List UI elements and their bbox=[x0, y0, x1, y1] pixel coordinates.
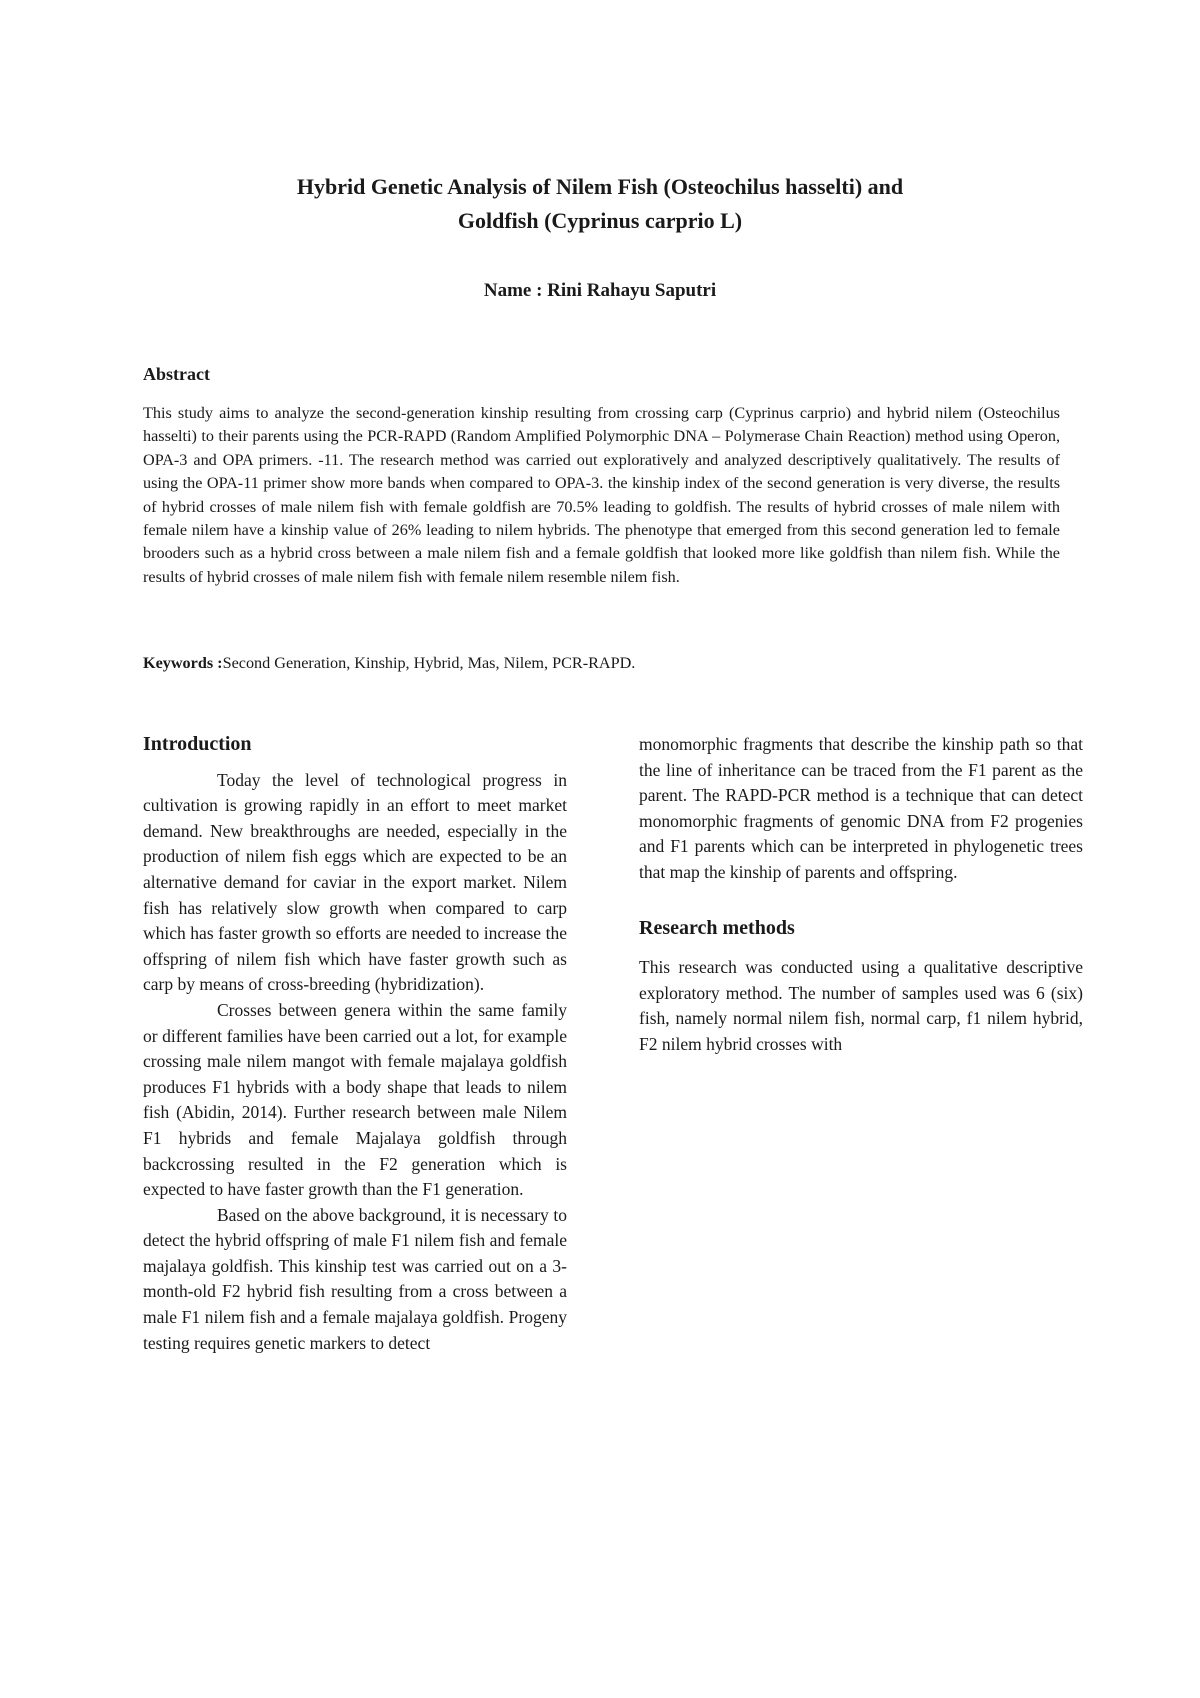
introduction-paragraph-continued: monomorphic fragments that describe the kinship path so that the line of inheritance can be traced from the F1 parent as the parent. The RAPD-PCR method is a technique that can detect monomorphic fragments of genomic DNA from F2 progenies and F1 parents which can be interpreted in phylogenetic trees that map the kinship of parents and offspring. bbox=[639, 734, 1083, 882]
introduction-paragraph: Today the level of technological progress in cultivation is growing rapidly in an effort to meet market demand. New breakthroughs are needed, especially in the production of nilem fish eggs which are expected to be an alternative demand for caviar in the export market. Nilem fish has relatively slow growth when compared to carp which has faster growth so efforts are needed to increase the offspring of nilem fish which have faster growth such as carp by means of cross-breeding (hybridization). bbox=[143, 769, 567, 995]
abstract-heading: Abstract bbox=[143, 364, 210, 384]
keywords bbox=[143, 654, 1060, 673]
introduction-paragraph: Based on the above background, it is necessary to detect the hybrid offspring of male F1 nilem fish and female majalaya goldfish. This kinship test was carried out on a 3-month-old F2 hybrid fish resulting from a cross between a male F1 nilem fish and a female majalaya goldfish. Progeny testing requires genetic markers to detect bbox=[143, 1204, 567, 1353]
research-methods-heading: Research methods bbox=[639, 916, 795, 939]
title-line-1: Hybrid Genetic Analysis of Nilem Fish (Osteochilus hasselti) and bbox=[296, 174, 904, 199]
paper-title bbox=[100, 170, 1100, 238]
research-methods-paragraph: This research was conducted using a qualitative descriptive exploratory method. The number of samples used was 6 (six) fish, namely normal nilem fish, normal carp, f1 nilem hybrid, F2 nilem hybrid crosses with bbox=[639, 957, 1083, 1054]
right-column bbox=[639, 732, 1083, 1058]
introduction-paragraph: Crosses between genera within the same family or different families have been carried out a lot, for example crossing male nilem mangot with female majalaya goldfish produces F1 hybrids with a body shape that leads to nilem fish (Abidin, 2014). Further research between male Nilem F1 hybrids and female Majalaya goldfish through backcrossing resulted in the F2 generation which is expected to have faster growth than the F1 generation. bbox=[143, 999, 567, 1200]
abstract-text: This study aims to analyze the second-generation kinship resulting from crossing carp (Cyprinus carprio) and hybrid nilem (Osteochilus hasselti) to their parents using the PCR-RAPD (Random Amplified Polymorphic DNA – Polymerase Chain Reaction) method using Operon, OPA-3 and OPA primers. -11. The research method was carried out exploratively and analyzed descriptively qualitatively. The results of using the OPA-11 primer show more bands when compared to OPA-3. the kinship index of the second generation is very diverse, the results of hybrid crosses of male nilem fish with female goldfish are 70.5% leading to goldfish. The results of hybrid crosses of male nilem with female nilem have a kinship value of 26% leading to nilem hybrids. The phenotype that emerged from this second generation led to female brooders such as a hybrid cross between a male nilem fish and a female goldfish that looked more like goldfish than nilem fish. While the results of hybrid crosses of male nilem fish with female nilem resemble nilem fish. bbox=[143, 404, 1060, 586]
author-name: Name : Rini Rahayu Saputri bbox=[483, 280, 717, 301]
introduction-heading: Introduction bbox=[143, 733, 252, 755]
title-line-2: Goldfish (Cyprinus carprio L) bbox=[457, 208, 743, 233]
keywords-text: Second Generation, Kinship, Hybrid, Mas, Nilem, PCR-RAPD. bbox=[222, 654, 636, 672]
left-column bbox=[143, 732, 567, 1356]
keywords-label: Keywords : bbox=[143, 654, 223, 672]
